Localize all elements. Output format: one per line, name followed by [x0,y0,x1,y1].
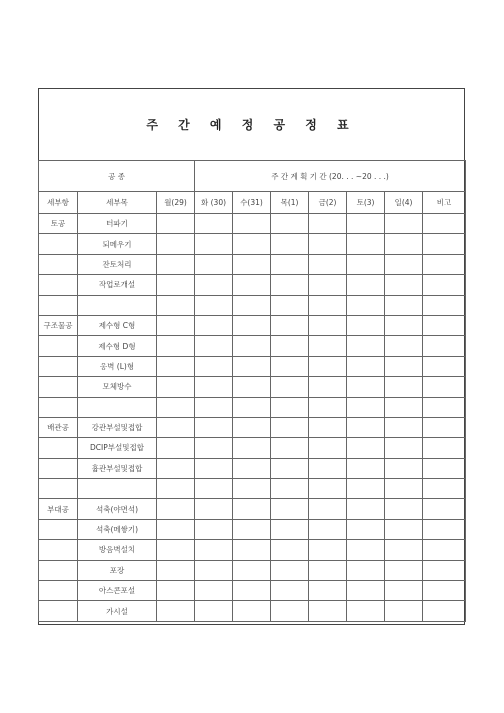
category-cell [39,540,78,560]
day-cell [347,581,385,601]
day-cell [195,438,233,458]
day-cell [385,315,423,335]
header-wed: 수(31) [233,192,271,214]
day-cell [233,417,271,437]
table-row [39,254,466,274]
item-cell: 가시설 [78,601,157,621]
table-row [39,336,466,356]
day-cell [385,458,423,478]
table-row [39,581,466,601]
day-cell [309,377,347,397]
header-sat: 토(3) [347,192,385,214]
day-cell [157,417,195,437]
day-cell [271,254,309,274]
day-cell [309,254,347,274]
table-row [39,397,466,417]
day-cell [195,356,233,376]
day-cell [233,601,271,621]
day-cell [347,479,385,499]
day-cell [309,560,347,580]
day-cell [233,295,271,315]
item-cell [78,295,157,315]
item-cell: 석축(야면석) [78,499,157,519]
remarks-cell [423,601,466,621]
item-cell: 아스콘포설 [78,581,157,601]
remarks-cell [423,356,466,376]
item-cell [78,397,157,417]
table-row [39,356,466,376]
day-cell [309,417,347,437]
day-cell [195,519,233,539]
day-cell [195,214,233,234]
table-row [39,540,466,560]
item-cell: 흄관부설및접합 [78,458,157,478]
item-cell: 제수형 C형 [78,315,157,335]
day-cell [233,397,271,417]
remarks-cell [423,519,466,539]
day-cell [195,397,233,417]
category-cell: 구조물공 [39,315,78,335]
day-cell [233,540,271,560]
day-cell [233,458,271,478]
category-cell [39,377,78,397]
table-row [39,519,466,539]
remarks-cell [423,214,466,234]
day-cell [157,336,195,356]
table-row [39,560,466,580]
day-cell [233,377,271,397]
day-cell [347,438,385,458]
item-cell: 되메우기 [78,234,157,254]
day-cell [157,254,195,274]
day-cell [271,499,309,519]
day-cell [309,397,347,417]
day-cell [347,315,385,335]
day-cell [195,581,233,601]
day-cell [271,315,309,335]
category-cell [39,356,78,376]
day-cell [385,519,423,539]
day-cell [309,438,347,458]
day-cell [385,479,423,499]
day-cell [271,540,309,560]
remarks-cell [423,336,466,356]
table-row [39,315,466,335]
category-cell [39,295,78,315]
day-cell [385,214,423,234]
day-cell [195,315,233,335]
remarks-cell [423,275,466,295]
table-row [39,601,466,621]
remarks-cell [423,397,466,417]
category-cell: 부대공 [39,499,78,519]
day-cell [271,377,309,397]
day-cell [309,275,347,295]
day-cell [309,581,347,601]
day-cell [271,438,309,458]
remarks-cell [423,234,466,254]
day-cell [195,540,233,560]
day-cell [347,214,385,234]
day-cell [271,295,309,315]
day-cell [385,417,423,437]
day-cell [233,438,271,458]
day-cell [271,458,309,478]
item-cell: 모체방수 [78,377,157,397]
day-cell [309,601,347,621]
item-cell: 제수형 D형 [78,336,157,356]
day-cell [233,214,271,234]
day-cell [385,356,423,376]
day-cell [233,479,271,499]
day-cell [157,234,195,254]
plan-period-label: 주 간 계 획 기 간 (20. . . ~20 . . .) [195,161,466,192]
day-cell [309,336,347,356]
table-row [39,214,466,234]
day-cell [385,581,423,601]
remarks-cell [423,315,466,335]
category-cell [39,581,78,601]
day-cell [233,581,271,601]
remarks-cell [423,438,466,458]
day-cell [195,601,233,621]
item-cell: 포장 [78,560,157,580]
day-cell [157,581,195,601]
info-row [39,161,466,192]
category-cell [39,254,78,274]
header-category: 세부항 [39,192,78,214]
day-cell [385,275,423,295]
day-cell [385,601,423,621]
day-cell [309,499,347,519]
day-cell [157,315,195,335]
day-cell [309,519,347,539]
remarks-cell [423,581,466,601]
item-cell: 석축(메쌓기) [78,519,157,539]
header-row [39,192,466,214]
day-cell [233,519,271,539]
day-cell [195,377,233,397]
day-cell [347,519,385,539]
day-cell [347,397,385,417]
day-cell [195,275,233,295]
day-cell [195,560,233,580]
day-cell [309,315,347,335]
day-cell [347,356,385,376]
day-cell [195,234,233,254]
day-cell [157,560,195,580]
day-cell [309,356,347,376]
day-cell [347,458,385,478]
day-cell [157,295,195,315]
day-cell [271,275,309,295]
day-cell [233,560,271,580]
day-cell [385,560,423,580]
category-cell [39,336,78,356]
day-cell [157,540,195,560]
category-cell [39,601,78,621]
document-title: 주 간 예 정 공 정 표 [146,118,357,132]
day-cell [271,560,309,580]
day-cell [271,356,309,376]
header-tue: 화 (30) [195,192,233,214]
day-cell [309,295,347,315]
item-cell: 터파기 [78,214,157,234]
day-cell [347,234,385,254]
remarks-cell [423,254,466,274]
remarks-cell [423,540,466,560]
header-remarks: 비고 [423,192,466,214]
day-cell [271,601,309,621]
day-cell [309,214,347,234]
day-cell [385,438,423,458]
day-cell [233,356,271,376]
category-cell [39,397,78,417]
table-row [39,479,466,499]
category-cell [39,560,78,580]
day-cell [347,254,385,274]
day-cell [157,356,195,376]
day-cell [195,479,233,499]
item-cell: 잔토처리 [78,254,157,274]
day-cell [271,397,309,417]
header-sun: 일(4) [385,192,423,214]
table-row [39,295,466,315]
day-cell [347,417,385,437]
table-row [39,377,466,397]
day-cell [347,295,385,315]
day-cell [233,275,271,295]
day-cell [157,458,195,478]
category-cell [39,438,78,458]
day-cell [347,499,385,519]
day-cell [271,581,309,601]
title-area [39,89,464,160]
day-cell [309,540,347,560]
day-cell [233,234,271,254]
day-cell [233,336,271,356]
table-row [39,458,466,478]
day-cell [195,336,233,356]
day-cell [347,540,385,560]
day-cell [309,458,347,478]
day-cell [385,499,423,519]
day-cell [157,377,195,397]
header-item: 세부목 [78,192,157,214]
day-cell [271,336,309,356]
day-cell [157,214,195,234]
day-cell [347,560,385,580]
remarks-cell [423,499,466,519]
day-cell [195,417,233,437]
day-cell [385,234,423,254]
day-cell [385,540,423,560]
remarks-cell [423,295,466,315]
day-cell [271,234,309,254]
remarks-cell [423,417,466,437]
day-cell [157,479,195,499]
day-cell [195,295,233,315]
item-cell [78,479,157,499]
day-cell [157,519,195,539]
category-cell [39,234,78,254]
category-cell [39,458,78,478]
day-cell [195,499,233,519]
day-cell [157,275,195,295]
day-cell [157,438,195,458]
day-cell [309,479,347,499]
work-type-label: 공 종 [39,161,195,192]
item-cell: 강관부설및접합 [78,417,157,437]
day-cell [233,499,271,519]
day-cell [347,377,385,397]
day-cell [157,499,195,519]
item-cell: DCIP부설및접합 [78,438,157,458]
day-cell [233,315,271,335]
day-cell [233,254,271,274]
item-cell: 옹벽 (L)형 [78,356,157,376]
day-cell [385,377,423,397]
day-cell [271,519,309,539]
schedule-sheet [38,88,465,625]
remarks-cell [423,560,466,580]
table-row [39,234,466,254]
category-cell: 토공 [39,214,78,234]
category-cell [39,519,78,539]
day-cell [195,254,233,274]
table-row [39,438,466,458]
table-row [39,417,466,437]
table-row [39,275,466,295]
remarks-cell [423,377,466,397]
day-cell [271,417,309,437]
header-fri: 금(2) [309,192,347,214]
category-cell: 배관공 [39,417,78,437]
day-cell [271,214,309,234]
day-cell [195,458,233,478]
day-cell [385,295,423,315]
day-cell [157,397,195,417]
remarks-cell [423,479,466,499]
day-cell [271,479,309,499]
day-cell [157,601,195,621]
day-cell [347,275,385,295]
day-cell [385,336,423,356]
header-thu: 목(1) [271,192,309,214]
day-cell [347,336,385,356]
day-cell [385,254,423,274]
remarks-cell [423,458,466,478]
header-mon: 월(29) [157,192,195,214]
day-cell [385,397,423,417]
schedule-table [38,160,466,622]
table-row [39,499,466,519]
day-cell [309,234,347,254]
item-cell: 작업로개설 [78,275,157,295]
day-cell [347,601,385,621]
category-cell [39,479,78,499]
category-cell [39,275,78,295]
item-cell: 방음벽설치 [78,540,157,560]
